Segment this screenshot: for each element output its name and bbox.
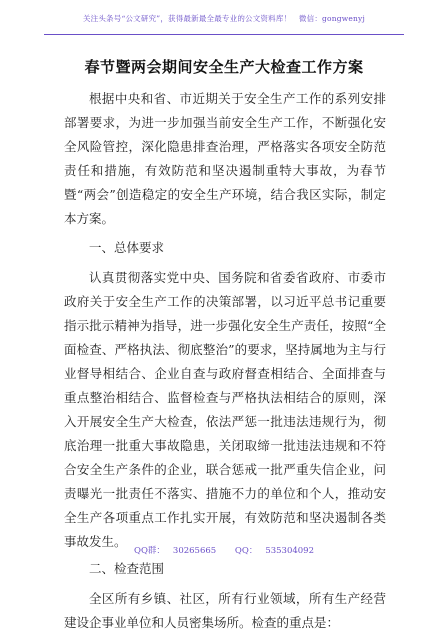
footer-qq — [231, 546, 318, 556]
footer-qq-label: QQ： — [234, 546, 258, 556]
intro-paragraph: 根据中央和省、市近期关于安全生产工作的系列安排部署要求，为进一步加强当前安全生产工作，不断强化安全风险管控，深化隐患排查治理，严格落实各项安全防范责任和措施，有效防范和坚决遏制重特大事故，为春节暨“两会”创造稳定的安全生产环境，结合我区实际，制定本方案。 — [64, 91, 386, 226]
footer-qq-group — [130, 546, 220, 556]
footer-contact — [0, 544, 448, 556]
footer-qq-group-label: QQ群： — [133, 546, 165, 556]
footer-qq-group-value: 30265665 — [172, 546, 217, 556]
section-heading-general-requirements: 一、总体要求 — [89, 240, 165, 255]
header-promo-text: 关注头条号“公文研究”，获得最新最全最专业的公文资料库！ 微信：gongwenyj — [82, 14, 366, 23]
general-requirements-paragraph: 认真贯彻落实党中央、国务院和省委省政府、市委市政府关于安全生产工作的决策部署，以习近平总书记重要指示批示精神为指导，进一步强化安全生产责任，按照“全面检查、严格执法、彻底整治”的要求，坚持属地为主与行业督导相结合、企业自查与政府督查相结合、全面排查与重点整治相结合、监督检查与严格执法相结合的原则，深入开展安全生产大检查，依法严惩一批违法违规行为，彻底治理一批重大事故隐患，关闭取缔一批违法违规和不符合安全生产条件的企业，联合惩戒一批严重失信企业，问责曝光一批责任不落实、措施不力的单位和个人，推动安全生产各项重点工作扎实开展，有效防范和坚决遏制各类事故发生。 — [64, 270, 386, 549]
header-divider — [44, 34, 404, 35]
inspection-scope-paragraph: 全区所有乡镇、社区，所有行业领域，所有生产经营建设企事业单位和人员密集场所。检查的重点是： — [64, 591, 386, 630]
document-title: 春节暨两会期间安全生产大检查工作方案 — [84, 58, 364, 76]
section-heading-inspection-scope: 二、检查范围 — [89, 561, 165, 576]
footer-qq-value: 535304092 — [265, 546, 314, 556]
